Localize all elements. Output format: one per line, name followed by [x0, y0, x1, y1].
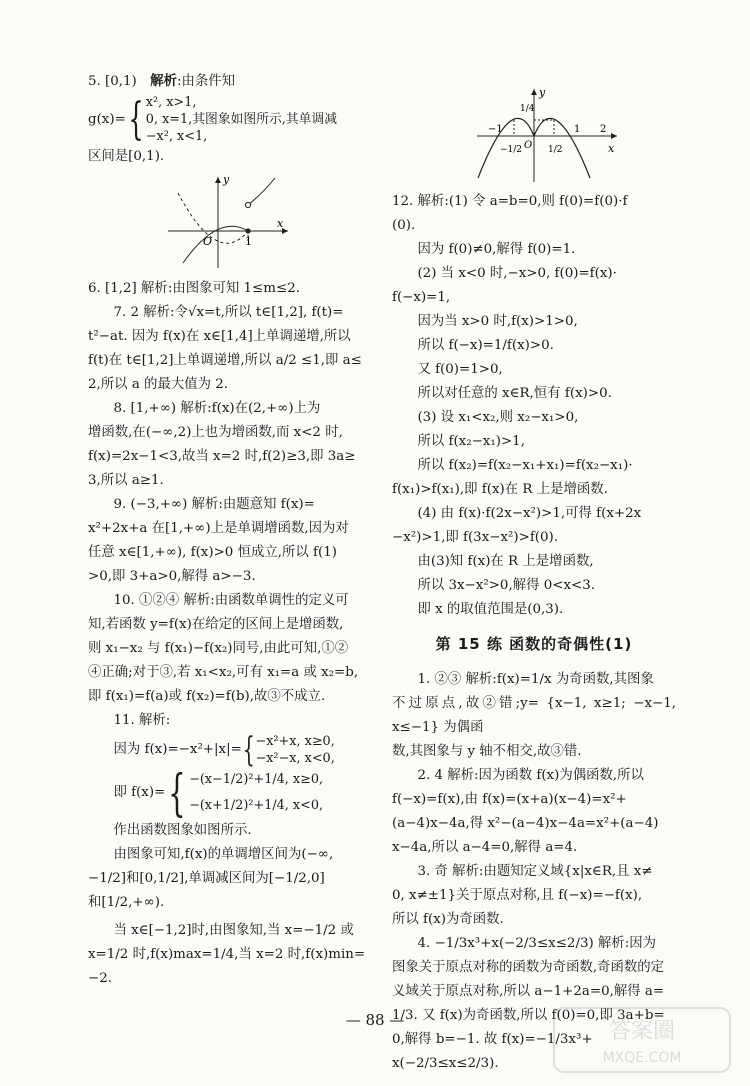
q12-line13: f(x₁)>f(x₁),即 f(x)在 R 上是增函数. [392, 482, 608, 497]
right-column [392, 82, 676, 1076]
s1-line3: 数,其图象与 y 轴不相交,故③错. [392, 744, 582, 759]
svg-text:MXQE.COM: MXQE.COM [602, 1050, 682, 1066]
q12-line18: 即 x 的取值范围是(0,3). [417, 602, 564, 617]
q8-line1: 8. [1,+∞) 解析:f(x)在(2,+∞)上为 [113, 401, 321, 416]
s4-line6: x(−2/3≤x≤2/3). [392, 1056, 499, 1071]
q11-line-d: 由图象可知,f(x)的单调增区间为(−∞, [113, 847, 334, 862]
q12-line3: 因为 f(0)≠0,解得 f(0)=1. [417, 242, 576, 257]
q11-piecewise-1: 因为 f(x)=−x²+|x|= { −x²+x, x≥0, −x²−x, x<0, [113, 730, 335, 770]
q12-line5: f(−x)=1, [392, 290, 451, 305]
q7-line4: 2,所以 a 的最大值为 2. [88, 377, 229, 392]
q8-line4: 3,所以 a≥1. [88, 473, 164, 488]
s3-line1: 3. 奇 解析:由题知定义域{x|x∈R,且 x≠ [417, 864, 653, 879]
figure-origin-label: O [203, 235, 213, 248]
s1-line2: 不过原点,故②错;y= {x−1, x≥1; −x−1, x≤−1} 为偶函 [392, 696, 676, 735]
q8-line2: 增函数,在(−∞,2)上也为增函数,而 x<2 时, [88, 425, 343, 440]
q12-line15: −x²)>1,即 f(3x−x²)>f(0). [392, 530, 559, 545]
q5-head: 5. [0,1) 解析:由条件知 [88, 74, 236, 89]
s3-line2: 0, x≠±1}关于原点对称,且 f(−x)=−f(x), [392, 888, 643, 903]
q7-line3: f(t)在 t∈[1,2]上单调递增,所以 a/2 ≤1,即 a≤ [88, 353, 362, 368]
q9-line3: 任意 x∈[1,+∞), f(x)>0 恒成立,所以 f(1) [88, 545, 337, 560]
q12-line12: 所以 f(x₂)=f(x₂−x₁+x₁)=f(x₂−x₁)· [417, 458, 633, 473]
s4-line1: 4. −1/3x³+x(−2/3≤x≤2/3) 解析:因为 [417, 936, 657, 951]
q7-line2: t²−at. 因为 f(x)在 x∈[1,4]上单调递增,所以 [88, 329, 351, 344]
s1-line1: 1. ②③ 解析:f(x)=1/x 为奇函数,其图象 [417, 672, 654, 687]
figure-tick-label: 1 [245, 235, 252, 248]
q11-line-e: −1/2]和[0,1/2],单调减区间为[−1/2,0] [88, 871, 325, 886]
q12-line2: (0). [392, 218, 416, 233]
s3-line3: 所以 f(x)为奇函数. [392, 912, 504, 927]
s2-line1: 2. 4 解析:因为函数 f(x)为偶函数,所以 [417, 768, 644, 783]
figure-q5-graph [163, 173, 293, 273]
fig2-y-label: y [539, 86, 546, 99]
q11-head: 11. 解析: [113, 713, 171, 728]
q5-piecewise: g(x)= { x², x>1, 0, x=1,其图象如图所示,其单调减 −x², x<1, [88, 93, 338, 145]
section-title: 第 15 练 函数的奇偶性(1) [435, 635, 633, 653]
q12-line16: 由(3)知 f(x)在 R 上是增函数, [417, 554, 594, 569]
left-column [88, 70, 368, 991]
q12-line7: 所以 f(−x)=1/f(x)>0. [417, 338, 554, 353]
fig2-half-label: 1/2 [548, 145, 563, 155]
s4-line2: 图象关于原点对称的函数为奇函数,奇函数的定 [392, 960, 665, 975]
figure-q11-graph [472, 86, 622, 186]
q11-line-i: −2. [88, 971, 112, 986]
q11-piecewise-2: 即 f(x)= { −(x−1/2)²+1/4, x≥0, −(x+1/2)²+1/4, x<0, [113, 764, 324, 822]
s2-line3: (a−4)x−4a,得 x²−(a−4)x−4a=x²+(a−4) [392, 816, 659, 831]
q12-line14: (4) 由 f(x)·f(2x−x²)>1,可得 f(x+2x [417, 506, 642, 521]
q6: 6. [1,2] 解析:由图象可知 1≤m≤2. [88, 281, 300, 296]
q9-line2: x²+2x+a 在[1,+∞)上是单调增函数,因为对 [88, 521, 349, 536]
q11-line-f: 和[1/2,+∞). [88, 895, 165, 910]
s4-line4: 1/3. 又 f(x)为奇函数,所以 f(0)=0,即 3a+b= [392, 1008, 665, 1023]
q5-end: 区间是[0,1). [88, 149, 165, 164]
q9-line1: 9. (−3,+∞) 解析:由题意知 f(x)= [113, 497, 315, 512]
q9-line4: >0,即 3+a>0,解得 a>−3. [88, 569, 256, 584]
q7-line1: 7. 2 解析:令√x=t,所以 t∈[1,2], f(t)= [113, 305, 344, 320]
q12-line8: 又 f(0)=1>0, [417, 362, 503, 377]
page-number: — 88 — [345, 1011, 405, 1029]
q11-line-g: 当 x∈[−1,2]时,由图象知,当 x=−1/2 或 [113, 923, 354, 938]
fig2-minus-one-label: −1 [488, 124, 503, 135]
q12-line17: 所以 3x−x²>0,解得 0<x<3. [417, 578, 596, 593]
fig2-minus-half-label: −1/2 [500, 145, 523, 155]
q12-line9: 所以对任意的 x∈R,恒有 f(x)>0. [417, 386, 612, 401]
watermark-logo [552, 1006, 732, 1074]
s4-line3: 义域关于原点对称,所以 a−1+2a=0,解得 a= [392, 984, 665, 999]
fig2-two-label: 2 [600, 124, 607, 135]
q12-line4: (2) 当 x<0 时,−x>0, f(0)=f(x)· [417, 266, 617, 281]
figure-y-label: y [223, 173, 230, 186]
svg-text:答案圈: 答案圈 [608, 1019, 676, 1044]
q11-line-h: x=1/2 时,f(x)max=1/4,当 x=2 时,f(x)min= [88, 947, 366, 962]
figure-x-label: x [277, 217, 284, 230]
q10-line1: 10. ①②④ 解析:由函数单调性的定义可 [113, 593, 349, 608]
fig2-x-label: x [608, 142, 615, 155]
q10-line5: 即 f(x₁)=f(a)或 f(x₂)=f(b),故③不成立. [88, 689, 326, 704]
q12-line6: 因为当 x>0 时,f(x)>1>0, [417, 314, 578, 329]
s2-line4: x−4a,所以 a−4=0,解得 a=4. [392, 840, 578, 855]
fig2-origin-label: O [524, 140, 533, 151]
q11-line-c: 作出函数图象如图所示. [113, 823, 252, 838]
fig2-one-label: 1 [574, 124, 581, 135]
q12-line10: (3) 设 x₁<x₂,则 x₂−x₁>0, [417, 410, 579, 425]
s4-line5: 0,解得 b=−1. 故 f(x)=−1/3x³+ [392, 1032, 593, 1047]
fig2-quarter-label: 1/4 [520, 104, 535, 114]
q10-line3: 则 x₁−x₂ 与 f(x₁)−f(x₂)同号,由此可知,①② [88, 641, 349, 656]
q10-line2: 知,若函数 y=f(x)在给定的区间上是增函数, [88, 617, 344, 632]
q10-line4: ④正确;对于③,若 x₁<x₂,可有 x₁=a 或 x₂=b, [88, 665, 359, 680]
q8-line3: f(x)=2x−1<3,故当 x=2 时,f(2)≥3,即 3a≥ [88, 449, 356, 464]
q12-line1: 12. 解析:(1) 令 a=b=0,则 f(0)=f(0)·f [392, 194, 628, 209]
q12-line11: 所以 f(x₂−x₁)>1, [417, 434, 525, 449]
s2-line2: f(−x)=f(x),由 f(x)=(x+a)(x−4)=x²+ [392, 792, 627, 807]
